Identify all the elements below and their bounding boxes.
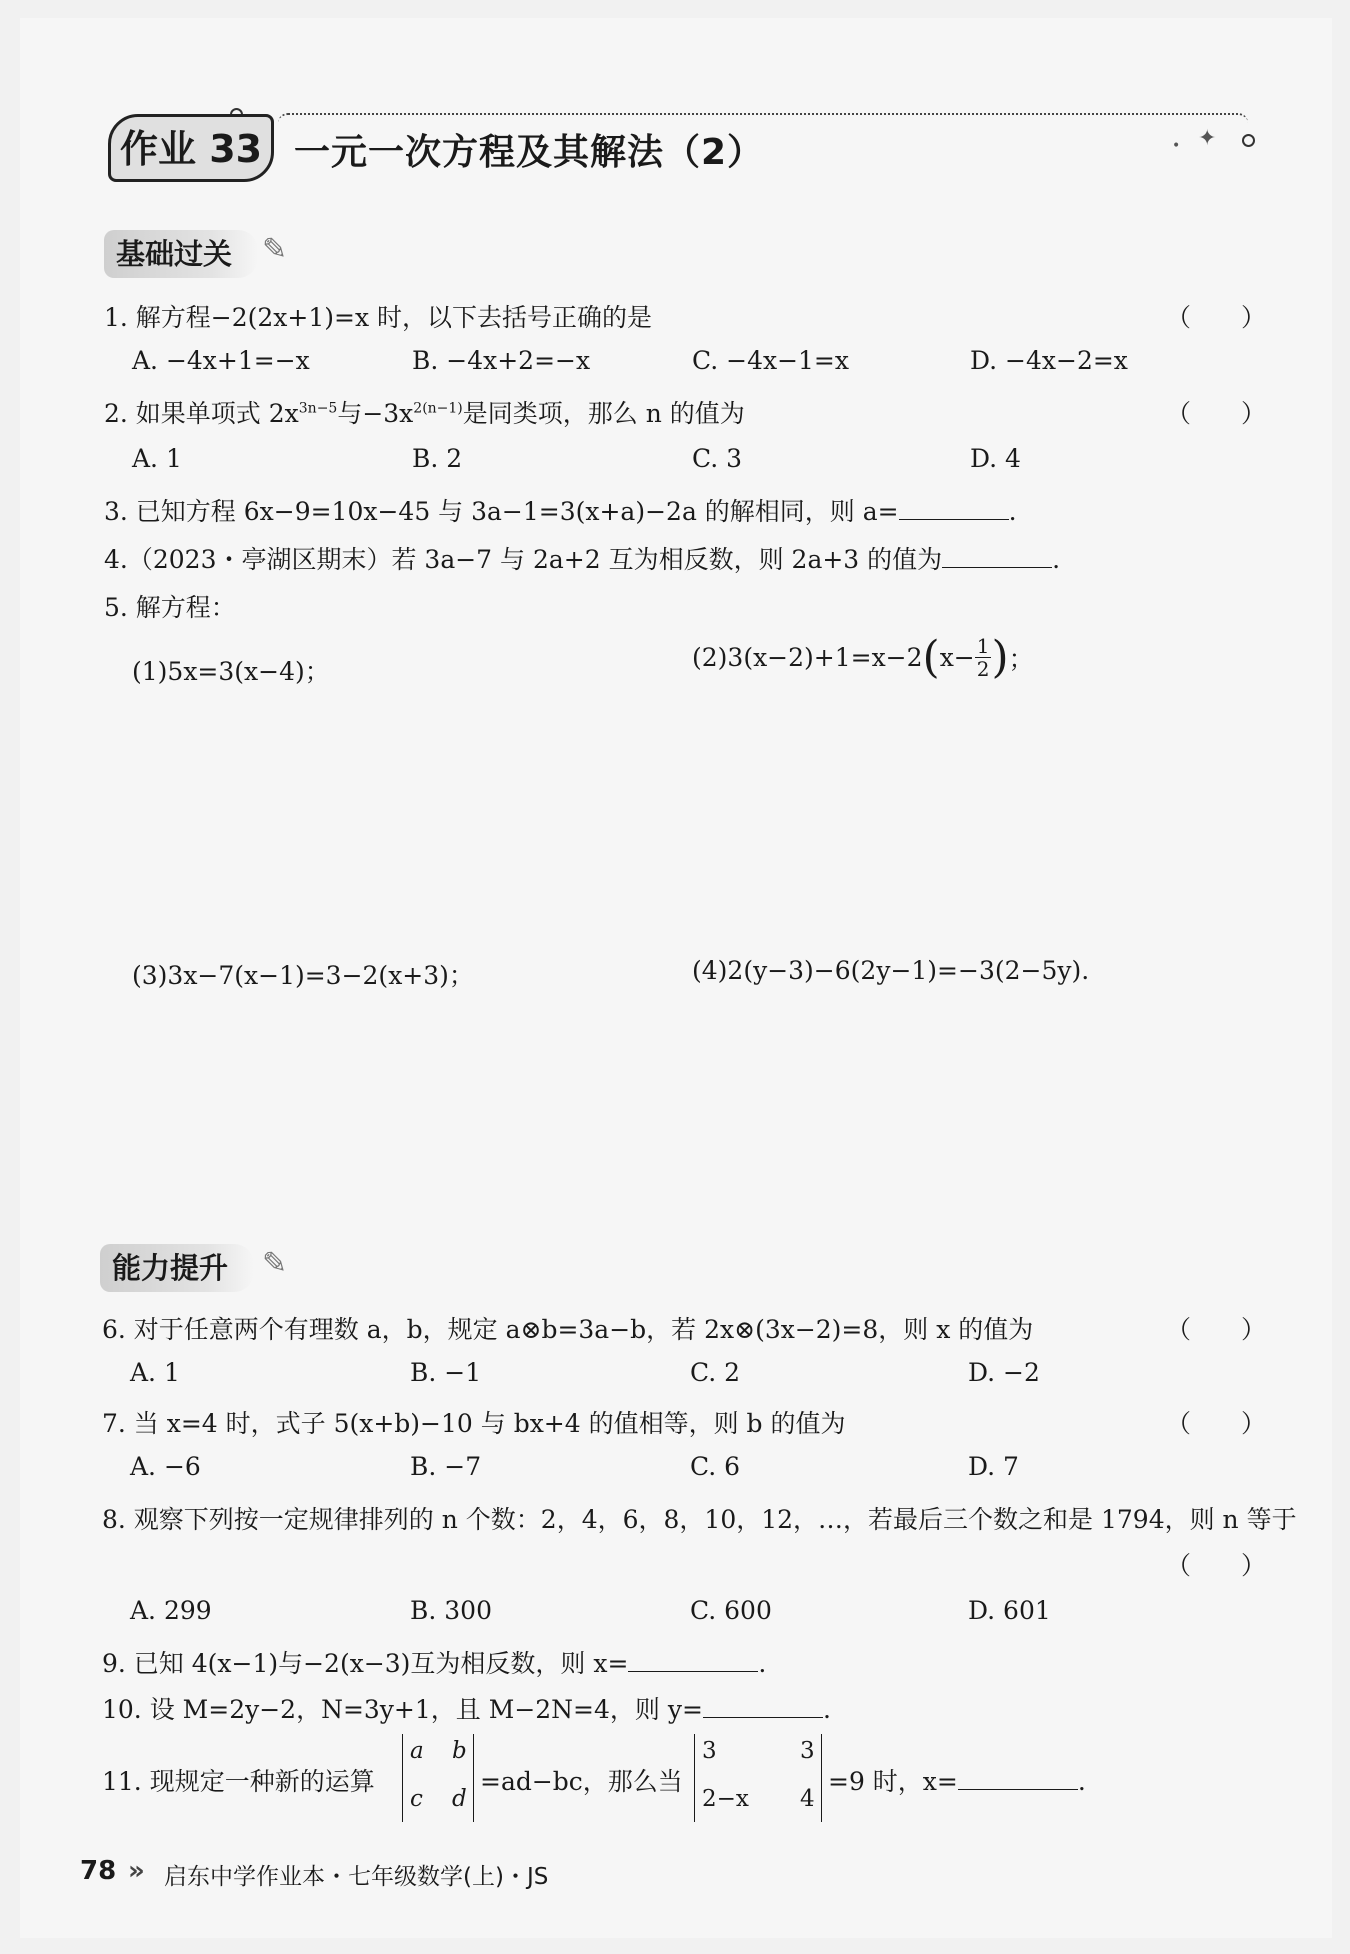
det2-d: 4	[800, 1786, 815, 1812]
q8-option-c: C. 600	[690, 1596, 772, 1625]
q1-stem: 1. 解方程−2(2x+1)=x 时，以下去括号正确的是	[104, 303, 653, 332]
q7-option-b: B. −7	[410, 1452, 482, 1481]
q6-stem: 6. 对于任意两个有理数 a，b，规定 a⊗b=3a−b，若 2x⊗(3x−2)=8，则 x 的值为	[102, 1315, 1034, 1344]
assignment-label: 作业 33	[120, 127, 263, 171]
q7-answer-paren: （ ）	[1166, 1409, 1267, 1438]
q4-answer-blank[interactable]	[942, 543, 1052, 568]
q7-option-c: C. 6	[690, 1452, 741, 1481]
section-basic: 基础过关	[104, 230, 258, 278]
q5-part-1: (1)5x=3(x−4)；	[132, 657, 330, 686]
det2-c: 2−x	[702, 1786, 749, 1812]
q5-part-4: (4)2(y−3)−6(2y−1)=−3(2−5y).	[692, 956, 1090, 985]
q6-option-a: A. 1	[130, 1358, 180, 1387]
det1-b: b	[452, 1738, 467, 1764]
chevron-icon: »	[128, 1856, 145, 1886]
q5-part-3: (3)3x−7(x−1)=3−2(x+3)；	[132, 961, 474, 990]
q2-option-b: B. 2	[412, 444, 463, 473]
q2-option-d: D. 4	[970, 444, 1021, 473]
q1-option-d: D. −4x−2=x	[970, 346, 1128, 375]
q6-option-c: C. 2	[690, 1358, 741, 1387]
sparkle-icon: ✦	[1198, 126, 1217, 151]
q1-option-c: C. −4x−1=x	[692, 346, 849, 375]
pencil-icon: ✎	[262, 1246, 288, 1281]
dot-icon: •	[1172, 138, 1181, 154]
page-title: 一元一次方程及其解法（2）	[294, 132, 765, 173]
q8-option-a: A. 299	[130, 1596, 212, 1625]
det2-b: 3	[800, 1738, 815, 1764]
q11-stem-c: =9 时，x= .	[828, 1767, 1086, 1796]
q7-option-a: A. −6	[130, 1452, 201, 1481]
det1-c: c	[410, 1786, 423, 1812]
q5-stem: 5. 解方程：	[104, 593, 236, 622]
q6-option-d: D. −2	[968, 1358, 1040, 1387]
fraction-one-half: $\frac{1}{2}$	[976, 634, 990, 681]
q4-stem: 4.（2023・亭湖区期末）若 3a−7 与 2a+2 互为相反数，则 2a+3 的值为 .	[104, 545, 1061, 574]
page-number: 78	[80, 1856, 117, 1886]
q3-stem: 3. 已知方程 6x−9=10x−45 与 3a−1=3(x+a)−2a 的解相同，则 a= .	[104, 497, 1017, 526]
q2-stem: 2. 如果单项式 $2x^{3n-5}$与$-3x^{2(n-1)}$是同类项，那么 n 的值为	[104, 399, 745, 428]
q8-option-d: D. 601	[968, 1596, 1051, 1625]
q6-answer-paren: （ ）	[1166, 1315, 1267, 1344]
q10-stem: 10. 设 M=2y−2，N=3y+1，且 M−2N=4，则 y= .	[102, 1695, 831, 1724]
det1-a: a	[410, 1738, 424, 1764]
q1-answer-paren: （ ）	[1166, 303, 1267, 332]
q8-answer-paren: （ ）	[1166, 1551, 1267, 1580]
q3-answer-blank[interactable]	[899, 495, 1009, 520]
book-title: 启东中学作业本・七年级数学(上)・JS	[164, 1864, 549, 1890]
q8-stem: 8. 观察下列按一定规律排列的 n 个数：2，4，6，8，10，12，…，若最后三个数之和是 1794，则 n 等于	[102, 1505, 1297, 1534]
det2-a: 3	[702, 1738, 717, 1764]
q2-option-c: C. 3	[692, 444, 743, 473]
ring-right-icon	[1242, 134, 1255, 147]
q8-option-b: B. 300	[410, 1596, 492, 1625]
section-advanced: 能力提升	[100, 1244, 254, 1292]
q1-option-a: A. −4x+1=−x	[132, 346, 310, 375]
q2-option-a: A. 1	[132, 444, 182, 473]
q5-part-2: (2)3(x−2)+1=x−2(x− $\frac{1}{2}$ )；	[692, 632, 1034, 683]
q11-stem-b: =ad−bc，那么当	[480, 1767, 683, 1796]
q11-stem-a: 11. 现规定一种新的运算	[102, 1767, 375, 1796]
det1-d: d	[452, 1786, 467, 1812]
q6-option-b: B. −1	[410, 1358, 482, 1387]
q1-option-b: B. −4x+2=−x	[412, 346, 591, 375]
q7-stem: 7. 当 x=4 时，式子 5(x+b)−10 与 bx+4 的值相等，则 b 的值为	[102, 1409, 846, 1438]
q9-stem: 9. 已知 4(x−1)与−2(x−3)互为相反数，则 x= .	[102, 1649, 767, 1678]
q9-answer-blank[interactable]	[628, 1647, 758, 1672]
q2-answer-paren: （ ）	[1166, 399, 1267, 428]
pencil-icon: ✎	[262, 232, 288, 267]
q7-option-d: D. 7	[968, 1452, 1019, 1481]
q11-answer-blank[interactable]	[958, 1765, 1078, 1790]
q10-answer-blank[interactable]	[703, 1693, 823, 1718]
